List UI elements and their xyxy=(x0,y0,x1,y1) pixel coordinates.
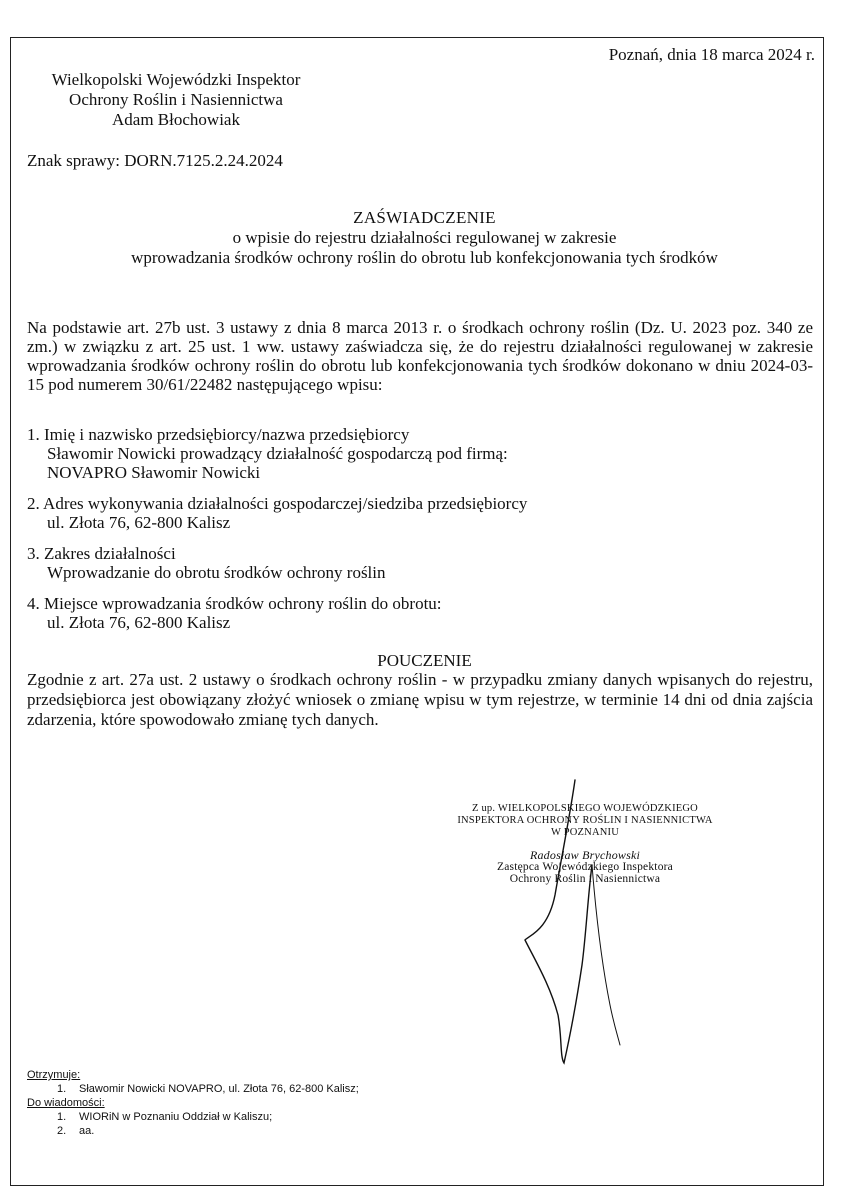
entry-list xyxy=(27,425,817,644)
stamp-line: Z up. WIELKOPOLSKIEGO WOJEWÓDZKIEGO xyxy=(472,803,698,814)
document-title: ZAŚWIADCZENIE xyxy=(353,208,496,227)
list-item xyxy=(27,425,817,482)
list-item-heading: 4. Miejsce wprowadzania środków ochrony roślin do obrotu: xyxy=(27,594,442,613)
recipient-row xyxy=(27,1082,359,1096)
recipient-number: 2. xyxy=(57,1125,67,1137)
list-item-value: NOVAPRO Sławomir Nowicki xyxy=(47,463,261,482)
body-paragraph: Na podstawie art. 27b ust. 3 ustawy z dnia 8 marca 2013 r. o środkach ochrony roślin (Dz. U. 2023 poz. 340 ze zm.) w związku z art. 25 ust. 1 ww. ustawy zaświadcza się, że do rejestru działalności regulowanej w zakresie wprowadzania środków ochrony roślin do obrotu lub konfekcjonowania tych środków dokonano w dniu 2024-03-15 pod numerem 30/61/22482 następującego wpisu: xyxy=(27,318,813,394)
notice-text: Zgodnie z art. 27a ust. 2 ustawy o środkach ochrony roślin - w przypadku zmiany danych wpisanych do rejestru, przedsiębiorca jest obowiązany złożyć wniosek o zmianę wpisu w tym rejestrze, w terminie 14 dni od dnia zajścia zdarzenia, które spowodowało zmianę tych danych. xyxy=(27,670,813,729)
document-subtitle: wprowadzania środków ochrony roślin do obrotu lub konfekcjonowania tych środków xyxy=(131,248,718,267)
list-item-heading: 3. Zakres działalności xyxy=(27,544,176,563)
list-item-value: ul. Złota 76, 62-800 Kalisz xyxy=(47,613,231,632)
recipient-number: 1. xyxy=(57,1083,67,1095)
list-item-heading: 1. Imię i nazwisko przedsiębiorcy/nazwa przedsiębiorcy xyxy=(27,425,410,444)
list-item xyxy=(27,594,817,632)
issuer-name: Adam Błochowiak xyxy=(112,110,240,129)
notice-title: POUCZENIE xyxy=(377,651,472,670)
distribution-list xyxy=(27,1068,359,1138)
info-label: Do wiadomości: xyxy=(27,1097,105,1109)
recipient-text: aa. xyxy=(79,1125,95,1137)
official-stamp xyxy=(440,803,730,885)
recipient-number: 1. xyxy=(57,1111,67,1123)
list-item-value: Wprowadzanie do obrotu środków ochrony roślin xyxy=(47,563,386,582)
document-date: Poznań, dnia 18 marca 2024 r. xyxy=(608,45,815,64)
stamp-line: INSPEKTORA OCHRONY ROŚLIN I NASIENNICTWA xyxy=(457,815,713,826)
list-item-value: Sławomir Nowicki prowadzący działalność gospodarczą pod firmą: xyxy=(47,444,508,463)
issuer-block xyxy=(36,70,316,130)
issuer-line: Ochrony Roślin i Nasiennictwa xyxy=(69,90,283,109)
signatory-role: Zastępca Wojewódzkiego Inspektora xyxy=(497,861,673,873)
list-item-value: ul. Złota 76, 62-800 Kalisz xyxy=(47,513,231,532)
signatory-name: Radosław Brychowski xyxy=(529,848,641,862)
recipient-row xyxy=(27,1124,359,1138)
recipient-text: WIORiN w Poznaniu Oddział w Kaliszu; xyxy=(79,1111,273,1123)
list-item xyxy=(27,494,817,532)
document-title-block xyxy=(0,208,849,268)
stamp-line: W POZNANIU xyxy=(550,827,619,838)
case-number: Znak sprawy: DORN.7125.2.24.2024 xyxy=(27,151,283,170)
list-item-heading: 2. Adres wykonywania działalności gospodarczej/siedziba przedsiębiorcy xyxy=(27,494,528,513)
list-item xyxy=(27,544,817,582)
recipient-text: Sławomir Nowicki NOVAPRO, ul. Złota 76, 62-800 Kalisz; xyxy=(79,1083,359,1095)
recipient-row xyxy=(27,1110,359,1124)
signatory-role: Ochrony Roślin i Nasiennictwa xyxy=(509,873,661,885)
issuer-line: Wielkopolski Wojewódzki Inspektor xyxy=(51,70,301,89)
document-subtitle: o wpisie do rejestru działalności regulowanej w zakresie xyxy=(232,228,617,247)
receives-label: Otrzymuje: xyxy=(27,1069,81,1081)
